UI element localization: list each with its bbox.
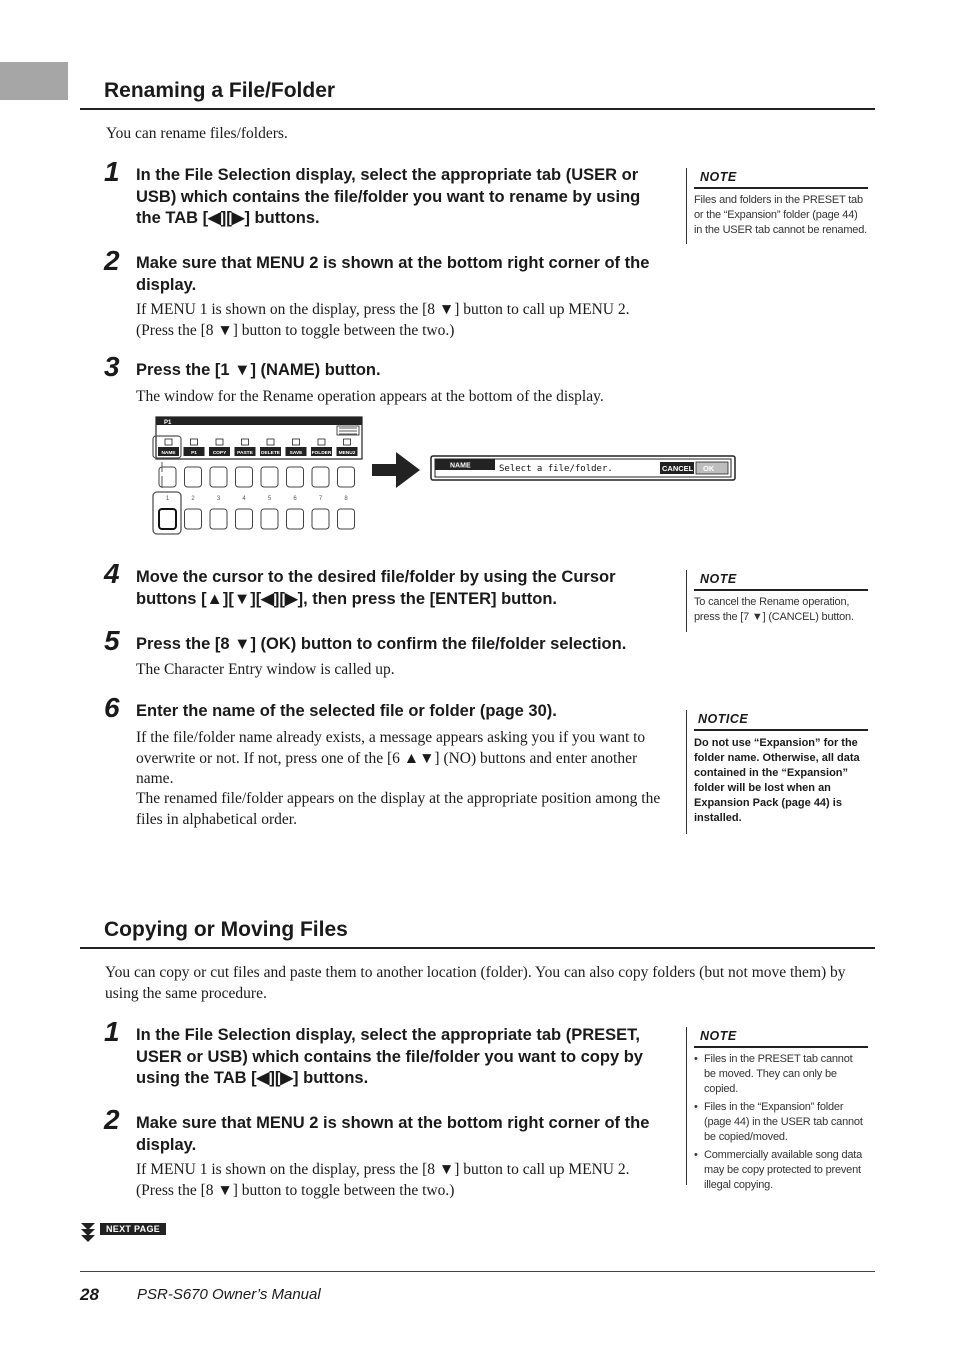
menu-label: P1 xyxy=(191,451,197,456)
step-number: 6 xyxy=(104,692,120,723)
panel-button-down xyxy=(236,509,253,529)
menu-label: FOLDER xyxy=(311,451,332,456)
section-tab-marker xyxy=(0,62,68,100)
cancel-label: CANCEL xyxy=(662,464,694,473)
rename-prompt: Select a file/folder. xyxy=(499,464,613,474)
step-number: 1 xyxy=(104,156,120,187)
step-number: 2 xyxy=(104,245,120,276)
menu-function-icon xyxy=(242,439,249,445)
menu-label: COPY xyxy=(212,451,227,456)
section-rule xyxy=(80,947,875,949)
rename-name-label: NAME xyxy=(450,462,471,470)
menu-label: NAME xyxy=(161,451,176,456)
panel-button-up xyxy=(287,467,304,487)
menu-function-icon xyxy=(216,439,223,445)
note-label: NOTE xyxy=(700,1029,737,1043)
button-number-label: 7 xyxy=(318,496,323,502)
panel-button-up xyxy=(185,467,202,487)
menu-function-icon xyxy=(344,439,351,445)
menu-function-icon xyxy=(267,439,274,445)
section-title-renaming: Renaming a File/Folder xyxy=(104,79,336,102)
double-chevron-down-icon xyxy=(80,1222,96,1242)
note-bullet-item: • Files in the “Expansion” folder (page 44) in the USER tab cannot be copied/moved. xyxy=(694,1100,866,1145)
panel-button-down xyxy=(261,509,278,529)
rename-diagram xyxy=(150,414,740,540)
lcd-tab-label: P1 xyxy=(164,420,172,426)
note-text: Files and folders in the PRESET tab or the “Expansion” folder (page 44) in the USER tab cannot be renamed. xyxy=(694,193,867,236)
step-number: 1 xyxy=(104,1016,120,1047)
note-box xyxy=(686,570,871,632)
step-heading: Make sure that MENU 2 is shown at the bottom right corner of the display. xyxy=(136,254,650,294)
footer-rule xyxy=(80,1271,875,1272)
panel-button-up xyxy=(312,467,329,487)
panel-button-up xyxy=(210,467,227,487)
page-number: 28 xyxy=(80,1285,99,1304)
note-text: To cancel the Rename operation, press the [7 ▼] (CANCEL) button. xyxy=(694,595,854,623)
step-heading: Enter the name of the selected file or folder (page 30). xyxy=(136,702,557,720)
note-label: NOTE xyxy=(700,170,737,184)
button-number-label: 1 xyxy=(165,496,170,502)
button-number-label: 3 xyxy=(216,496,221,502)
note-bullet-item: • Files in the PRESET tab cannot be moved. They can only be copied. xyxy=(694,1052,866,1097)
step-heading: In the File Selection display, select the appropriate tab (USER or USB) which contains the file/folder you want to rename by using the TAB [◀][▶] buttons. xyxy=(136,166,641,227)
panel-button-down xyxy=(210,509,227,529)
panel-button-up xyxy=(261,467,278,487)
menu-label: PASTE xyxy=(237,451,253,456)
step-number: 2 xyxy=(104,1104,120,1135)
button-number-label: 6 xyxy=(293,496,297,502)
menu-function-icon xyxy=(293,439,300,445)
note-bullet-list xyxy=(687,1048,866,1193)
panel-button-down xyxy=(287,509,304,529)
step-heading: Move the cursor to the desired file/folder by using the Cursor buttons [▲][▼][◀][▶], then press the [ENTER] button. xyxy=(136,568,616,608)
notice-text: Do not use “Expansion” for the folder name. Otherwise, all data contained in the “Expansion” folder will be lost when an Expansion Pack (page 44) is installed. xyxy=(694,736,860,824)
step-body: The Character Entry window is called up. xyxy=(136,661,395,678)
panel-button-down xyxy=(338,509,355,529)
panel-button-down xyxy=(159,509,176,529)
panel-button-up xyxy=(236,467,253,487)
panel-illustration xyxy=(150,414,740,540)
step-heading: Make sure that MENU 2 is shown at the bottom right corner of the display. xyxy=(136,1114,650,1154)
button-number-label: 8 xyxy=(344,496,348,502)
step-body-continued: The renamed file/folder appears on the display at the appropriate position among the files in alphabetical order. xyxy=(136,790,661,828)
section-rule xyxy=(80,108,875,110)
step-heading: In the File Selection display, select the appropriate tab (PRESET, USER or USB) which contains the file/folder you want to copy by using the TAB [◀][▶] buttons. xyxy=(136,1026,643,1087)
next-page-label: NEXT PAGE xyxy=(100,1223,166,1235)
menu-label: SAVE xyxy=(289,451,303,456)
note-box xyxy=(686,1027,871,1191)
menu-function-icon xyxy=(318,439,325,445)
step-body: If MENU 1 is shown on the display, press the [8 ▼] button to call up MENU 2. (Press the [8 ▼] button to toggle between the two.) xyxy=(136,1161,630,1199)
manual-title: PSR-S670 Owner’s Manual xyxy=(137,1286,321,1303)
notice-label: NOTICE xyxy=(698,712,749,726)
step-number: 3 xyxy=(104,351,120,382)
step-body: If MENU 1 is shown on the display, press the [8 ▼] button to call up MENU 2. (Press the [8 ▼] button to toggle between the two.) xyxy=(136,301,630,339)
step-body: If the file/folder name already exists, a message appears asking you if you want to overwrite or not. If not, press one of the [6 ▲▼] (NO) buttons and enter another name. xyxy=(136,729,646,787)
right-arrow-icon xyxy=(372,452,420,488)
rename-window-bar xyxy=(431,456,735,480)
step-body: The window for the Rename operation appears at the bottom of the display. xyxy=(136,388,604,405)
step-heading: Press the [8 ▼] (OK) button to confirm the file/folder selection. xyxy=(136,635,627,653)
note-label: NOTE xyxy=(700,572,737,586)
panel-button-up xyxy=(338,467,355,487)
section-title-copying: Copying or Moving Files xyxy=(104,918,348,941)
section-intro: You can rename files/folders. xyxy=(106,125,288,142)
button-number-label: 5 xyxy=(267,496,272,502)
section-intro: You can copy or cut files and paste them to another location (folder). You can also copy folders (but not move them) by using the same procedure. xyxy=(105,964,846,1002)
ok-label: OK xyxy=(703,464,715,473)
lcd-title-bar xyxy=(156,417,362,425)
button-number-label: 4 xyxy=(242,496,246,502)
note-bullet-item: • Commercially available song data may be copy protected to prevent illegal copying. xyxy=(694,1148,866,1193)
menu-label: DELETE xyxy=(261,451,280,456)
menu-function-icon xyxy=(191,439,198,445)
menu-label: MENU2 xyxy=(338,451,356,456)
step-number: 5 xyxy=(104,625,120,656)
step-number: 4 xyxy=(104,558,120,589)
panel-button-down xyxy=(185,509,202,529)
note-box xyxy=(686,168,871,244)
menu-function-icon xyxy=(165,439,172,445)
panel-button-down xyxy=(312,509,329,529)
lcd-tab-grid-icon xyxy=(337,426,359,435)
button-number-label: 2 xyxy=(191,496,195,502)
step-heading: Press the [1 ▼] (NAME) button. xyxy=(136,361,381,379)
notice-box xyxy=(686,710,871,834)
